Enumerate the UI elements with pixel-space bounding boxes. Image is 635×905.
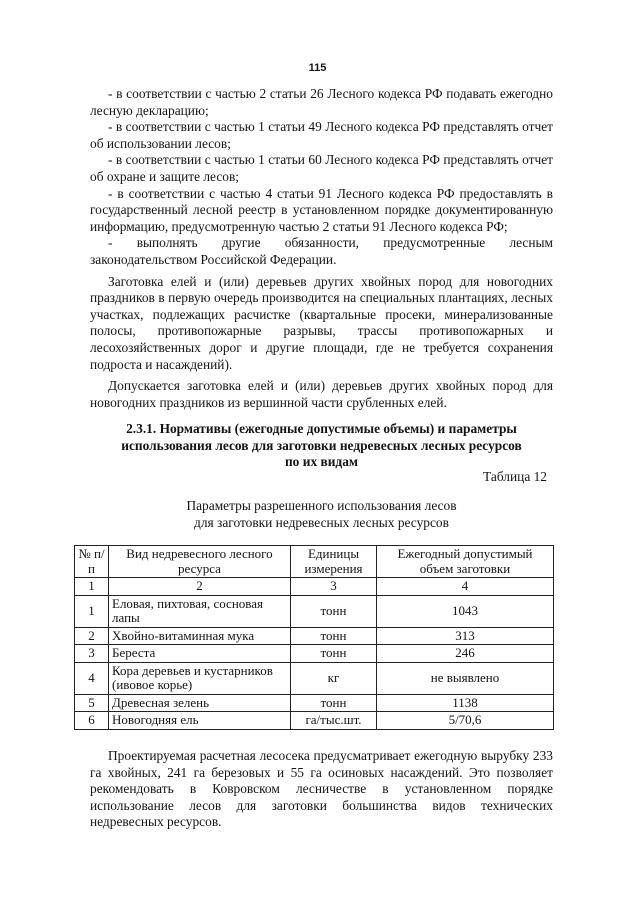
resources-table bbox=[74, 545, 554, 730]
volume: 5/70,6 bbox=[377, 712, 554, 730]
row-number: 5 bbox=[75, 694, 109, 712]
section-heading bbox=[90, 421, 553, 471]
table-row bbox=[75, 595, 554, 627]
unit: тонн bbox=[291, 694, 377, 712]
section-heading-line: по их видам bbox=[284, 454, 359, 470]
paragraph: - выполнять другие обязанности, предусмотренные лесным законодательством Российской Федерации. bbox=[90, 235, 553, 267]
resource-name: Еловая, пихтовая, сосновая лапы bbox=[109, 595, 291, 627]
row-number: 1 bbox=[75, 595, 109, 627]
column-number: 4 bbox=[377, 578, 554, 596]
paragraph: - в соответствии с частью 4 статьи 91 Лесного кодекса РФ предоставлять в государственный лесной реестр в установленном порядке документированную информацию, предусмотренную частью 2 статьи 91 Лесного кодекса РФ; bbox=[90, 185, 553, 234]
volume: 246 bbox=[377, 645, 554, 663]
volume: 1138 bbox=[377, 694, 554, 712]
unit: га/тыс.шт. bbox=[291, 712, 377, 730]
table-row bbox=[75, 627, 554, 645]
table-row bbox=[75, 645, 554, 663]
header-volume: Ежегодный допустимый объем заготовки bbox=[377, 546, 554, 578]
paragraph: Заготовка елей и (или) деревьев других хвойных пород для новогодних праздников в первую очередь производится на специальных плантациях, лесных участках, подлежащих расчистке (квартальные просеки, минерализованные полосы, противопожарные разрывы, трассы противопожарных и лесохозяйственных дорог и другие площади, где не требуется сохранения подроста и насаждений). bbox=[90, 273, 553, 372]
section-heading-line: 2.3.1. Нормативы (ежегодные допустимые объемы) и параметры bbox=[126, 421, 517, 436]
table-caption bbox=[90, 498, 553, 531]
volume: 313 bbox=[377, 627, 554, 645]
header-resource: Вид недревесного лесного ресурса bbox=[109, 546, 291, 578]
table-caption-line: Параметры разрешенного использования лесов bbox=[186, 498, 457, 513]
unit: тонн bbox=[291, 595, 377, 627]
paragraph: - в соответствии с частью 1 статьи 60 Лесного кодекса РФ представлять отчет об охране и защите лесов; bbox=[90, 152, 553, 184]
closing-text bbox=[90, 748, 553, 831]
volume: не выявлено bbox=[377, 662, 554, 694]
resource-name: Береста bbox=[109, 645, 291, 663]
table-caption-line: для заготовки недревесных лесных ресурсов bbox=[194, 514, 449, 530]
page-number: 115 bbox=[308, 62, 327, 74]
volume: 1043 bbox=[377, 595, 554, 627]
table-row bbox=[75, 662, 554, 694]
resource-name: Кора деревьев и кустарников (ивовое корье) bbox=[109, 662, 291, 694]
paragraph: Проектируемая расчетная лесосека предусматривает ежегодную вырубку 233 га хвойных, 241 га березовых и 55 га осиновых насаждений. Это позволяет рекомендовать в Ковровском лесничестве в установленном порядке использование лесов для заготовки большинства видов технических недревесных ресурсов. bbox=[90, 748, 553, 830]
paragraph: Допускается заготовка елей и (или) деревьев других хвойных пород для новогодних праздников из вершинной части срубленных елей. bbox=[90, 378, 553, 410]
row-number: 2 bbox=[75, 627, 109, 645]
obligations-text bbox=[90, 86, 553, 411]
column-number: 3 bbox=[291, 578, 377, 596]
row-number: 4 bbox=[75, 662, 109, 694]
table-row bbox=[75, 694, 554, 712]
section-heading-line: использования лесов для заготовки недревесных лесных ресурсов bbox=[121, 437, 522, 453]
column-number: 2 bbox=[109, 578, 291, 596]
table-row bbox=[75, 712, 554, 730]
resource-name: Новогодняя ель bbox=[109, 712, 291, 730]
paragraph: - в соответствии с частью 2 статьи 26 Лесного кодекса РФ подавать ежегодно лесную декларацию; bbox=[90, 86, 553, 118]
row-number: 3 bbox=[75, 645, 109, 663]
row-number: 6 bbox=[75, 712, 109, 730]
unit: тонн bbox=[291, 645, 377, 663]
unit: кг bbox=[291, 662, 377, 694]
resource-name: Древесная зелень bbox=[109, 694, 291, 712]
column-number: 1 bbox=[75, 578, 109, 596]
header-units: Единицы измерения bbox=[291, 546, 377, 578]
unit: тонн bbox=[291, 627, 377, 645]
table-header-row bbox=[75, 546, 554, 578]
resource-name: Хвойно-витаминная мука bbox=[109, 627, 291, 645]
table-label: Таблица 12 bbox=[483, 469, 547, 484]
column-number-row bbox=[75, 578, 554, 596]
header-number: № п/п bbox=[75, 546, 109, 578]
paragraph: - в соответствии с частью 1 статьи 49 Лесного кодекса РФ представлять отчет об использовании лесов; bbox=[90, 119, 553, 151]
